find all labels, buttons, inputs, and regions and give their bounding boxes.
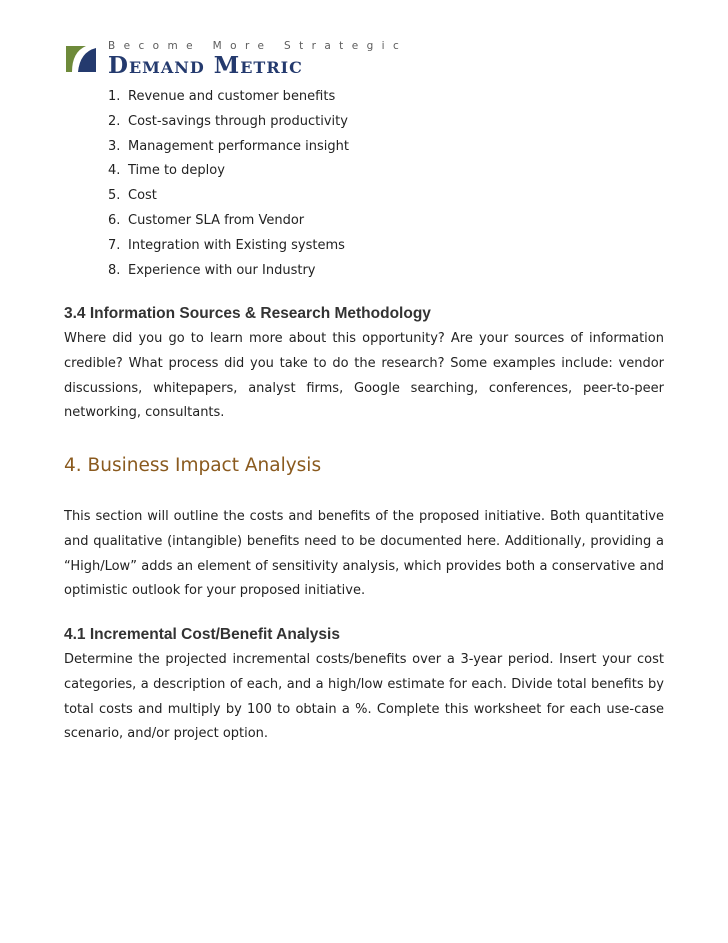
list-item <box>108 114 349 139</box>
list-item-number: 8. <box>108 262 121 278</box>
list-item-text: Cost <box>128 188 157 204</box>
section-3-4-heading: 3.4 Information Sources & Research Methodology <box>64 305 431 322</box>
criteria-list <box>108 89 349 287</box>
demand-metric-logo <box>64 40 408 80</box>
list-item <box>108 163 349 188</box>
list-item <box>108 139 349 164</box>
section-3-4-body: Where did you go to learn more about this opportunity? Are your sources of information credible? What process did you take to do the research? Some examples include: vendor discussions, whitepapers, analyst firms, Google searching, conferences, peer-to-peer networking, consultants. <box>64 331 664 421</box>
logo-brand-name: Demand Metric <box>108 52 303 79</box>
section-4-1-heading: 4.1 Incremental Cost/Benefit Analysis <box>64 626 340 643</box>
section-4-1-body: Determine the projected incremental costs/benefits over a 3-year period. Insert your cost categories, a description of each, and a high/low estimate for each. Divide total benefits by total costs and multiply by 100 to obtain a %. Complete this worksheet for each use-case scenario, and/or project option. <box>64 652 664 742</box>
list-item-number: 7. <box>108 237 121 253</box>
list-item-number: 6. <box>108 212 121 228</box>
list-item <box>108 89 349 114</box>
list-item-number: 1. <box>108 89 121 104</box>
list-item-number: 2. <box>108 113 121 129</box>
list-item-text: Customer SLA from Vendor <box>128 212 305 228</box>
list-item-text: Integration with Existing systems <box>128 237 345 253</box>
list-item-text: Experience with our Industry <box>128 262 316 278</box>
logo-tagline: Become More Strategic <box>108 40 408 52</box>
list-item-text: Revenue and customer benefits <box>128 89 336 104</box>
logo-mark-icon <box>64 42 98 76</box>
section-4-body: This section will outline the costs and benefits of the proposed initiative. Both quantitative and qualitative (intangible) benefits need to be documented here. Additionally, providing a “High/Low” adds an element of sensitivity analysis, which provides both a conservative and optimistic outlook for your proposed initiative. <box>64 509 664 599</box>
list-item-number: 3. <box>108 138 121 154</box>
list-item <box>108 263 349 288</box>
list-item-text: Cost-savings through productivity <box>128 113 348 129</box>
list-item <box>108 213 349 238</box>
list-item <box>108 188 349 213</box>
list-item-text: Management performance insight <box>128 138 349 154</box>
list-item-number: 5. <box>108 188 121 204</box>
list-item-text: Time to deploy <box>128 163 225 179</box>
list-item-number: 4. <box>108 163 121 179</box>
list-item <box>108 238 349 263</box>
section-4-heading: 4. Business Impact Analysis <box>64 455 322 476</box>
